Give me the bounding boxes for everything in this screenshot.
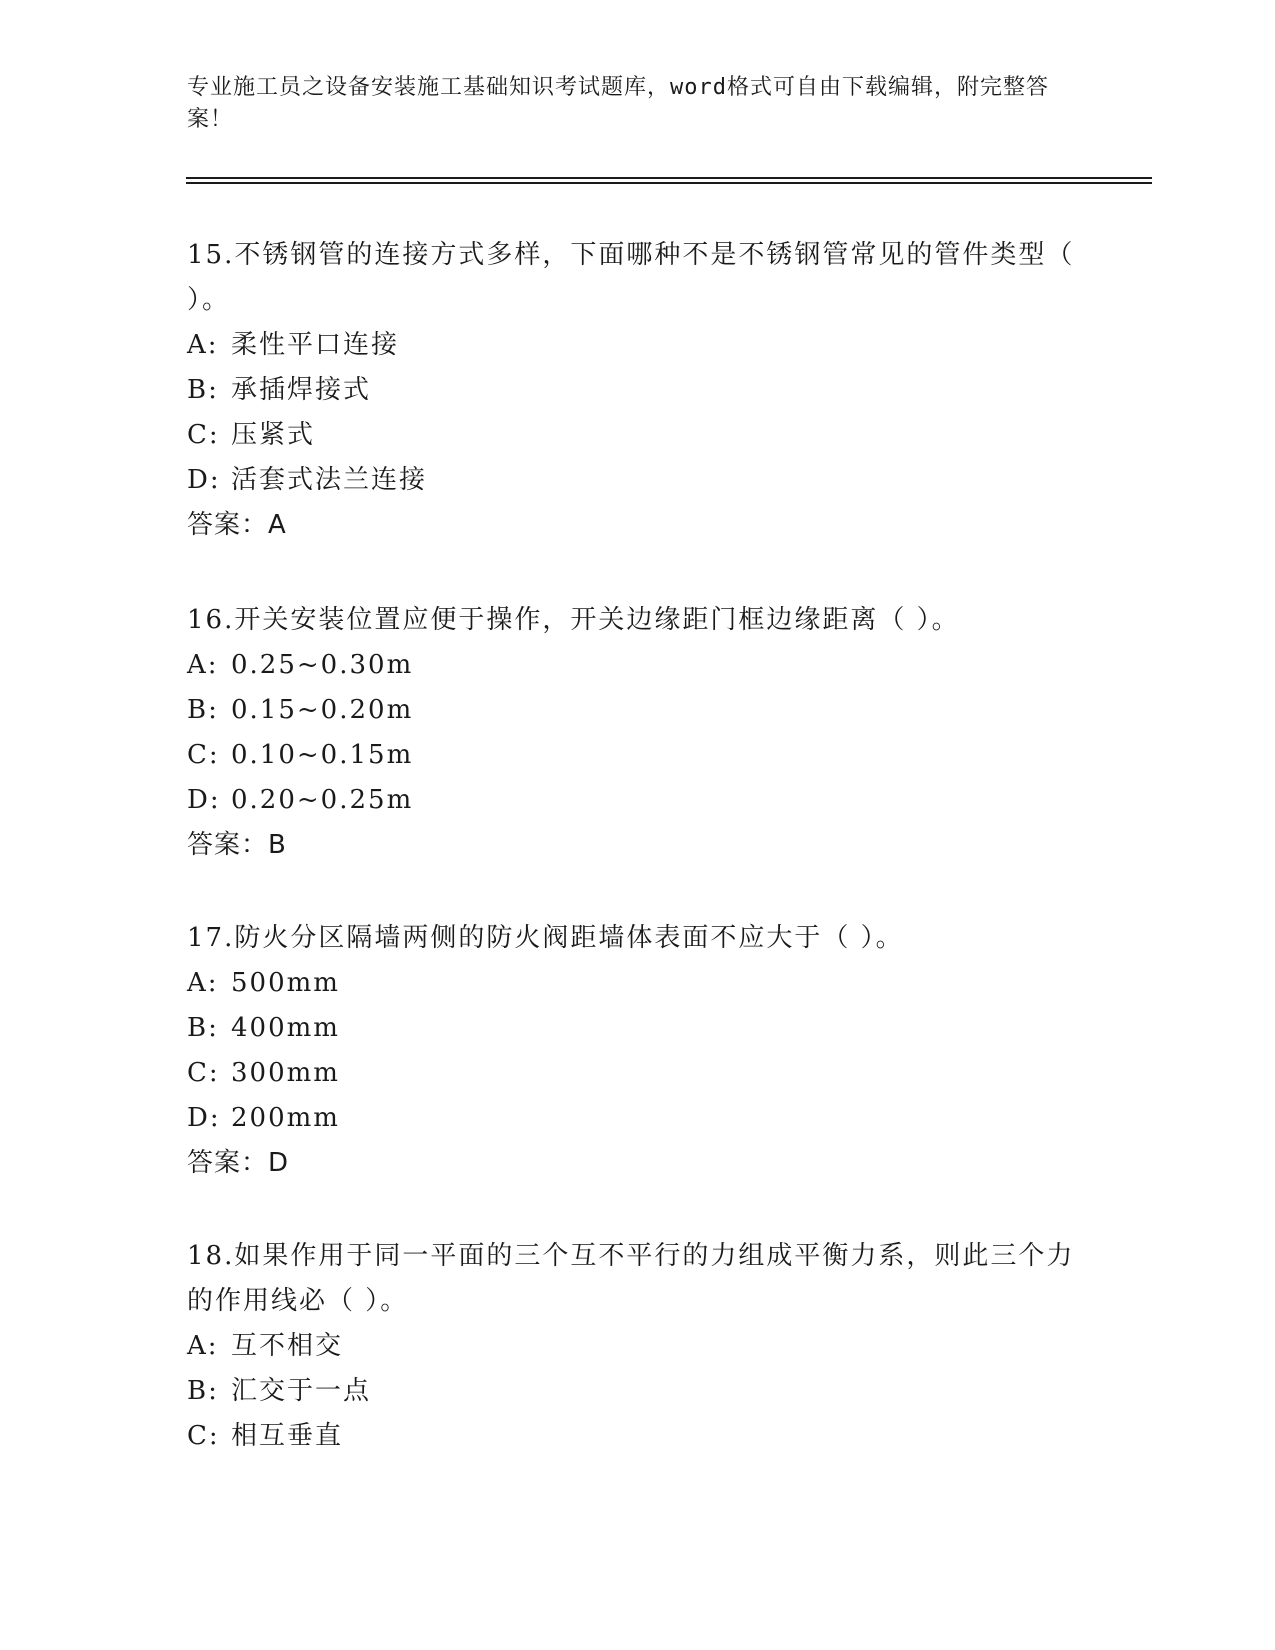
option-c: [187, 733, 1077, 778]
option-b: [187, 1369, 1077, 1414]
option-letter: C:: [187, 420, 220, 450]
option-text: 200mm: [231, 1103, 340, 1133]
option-text: 相互垂直: [231, 1421, 344, 1451]
option-text: 柔性平口连接: [231, 330, 400, 360]
option-a: [187, 1324, 1077, 1369]
option-letter: D:: [187, 1103, 221, 1133]
option-text: 400mm: [231, 1013, 340, 1043]
option-text: 500mm: [231, 968, 340, 998]
question-17: [187, 916, 1077, 1186]
option-a: [187, 323, 1077, 368]
question-stem: 15.不锈钢管的连接方式多样，下面哪种不是不锈钢管常见的管件类型（ ）。: [187, 240, 1075, 315]
question-stem: 17.防火分区隔墙两侧的防火阀距墙体表面不应大于（ ）。: [187, 923, 904, 953]
option-d: [187, 458, 1077, 503]
option-b: [187, 688, 1077, 733]
option-letter: A:: [187, 650, 219, 680]
question-18: [187, 1234, 1077, 1459]
option-d: [187, 1096, 1077, 1141]
option-letter: C:: [187, 740, 220, 770]
option-b: [187, 368, 1077, 413]
option-a: [187, 643, 1077, 688]
option-text: 压紧式: [231, 420, 316, 450]
option-letter: A:: [187, 1331, 219, 1361]
option-a: [187, 961, 1077, 1006]
option-letter: A:: [187, 330, 219, 360]
answer-label: 答案：B: [187, 830, 287, 860]
header-divider-top: [186, 177, 1152, 179]
option-letter: D:: [187, 465, 221, 495]
document-header: 专业施工员之设备安装施工基础知识考试题库，word格式可自由下载编辑，附完整答案！: [187, 75, 1049, 132]
option-b: [187, 1006, 1077, 1051]
option-text: 0.25~0.30m: [231, 650, 414, 680]
option-c: [187, 1051, 1077, 1096]
option-text: 汇交于一点: [231, 1376, 372, 1406]
option-letter: B:: [187, 695, 219, 725]
option-letter: C:: [187, 1421, 220, 1451]
question-16: [187, 598, 1077, 868]
option-text: 0.10~0.15m: [231, 740, 414, 770]
option-text: 0.20~0.25m: [231, 785, 414, 815]
option-text: 互不相交: [231, 1331, 344, 1361]
option-text: 承插焊接式: [231, 375, 372, 405]
option-text: 300mm: [231, 1058, 340, 1088]
option-d: [187, 778, 1077, 823]
answer-label: 答案：D: [187, 1148, 290, 1178]
option-letter: B:: [187, 1376, 219, 1406]
option-letter: B:: [187, 1013, 219, 1043]
question-stem: 18.如果作用于同一平面的三个互不平行的力组成平衡力系，则此三个力的作用线必（ ）。: [187, 1241, 1075, 1316]
option-text: 0.15~0.20m: [231, 695, 414, 725]
option-letter: D:: [187, 785, 221, 815]
question-15: [187, 233, 1077, 548]
option-letter: B:: [187, 375, 219, 405]
header-divider-bottom: [186, 182, 1152, 184]
option-text: 活套式法兰连接: [231, 465, 428, 495]
option-letter: A:: [187, 968, 219, 998]
question-stem: 16.开关安装位置应便于操作，开关边缘距门框边缘距离（ ）。: [187, 605, 960, 635]
option-letter: C:: [187, 1058, 220, 1088]
option-c: [187, 413, 1077, 458]
option-c: [187, 1414, 1077, 1459]
answer-label: 答案：A: [187, 510, 287, 540]
